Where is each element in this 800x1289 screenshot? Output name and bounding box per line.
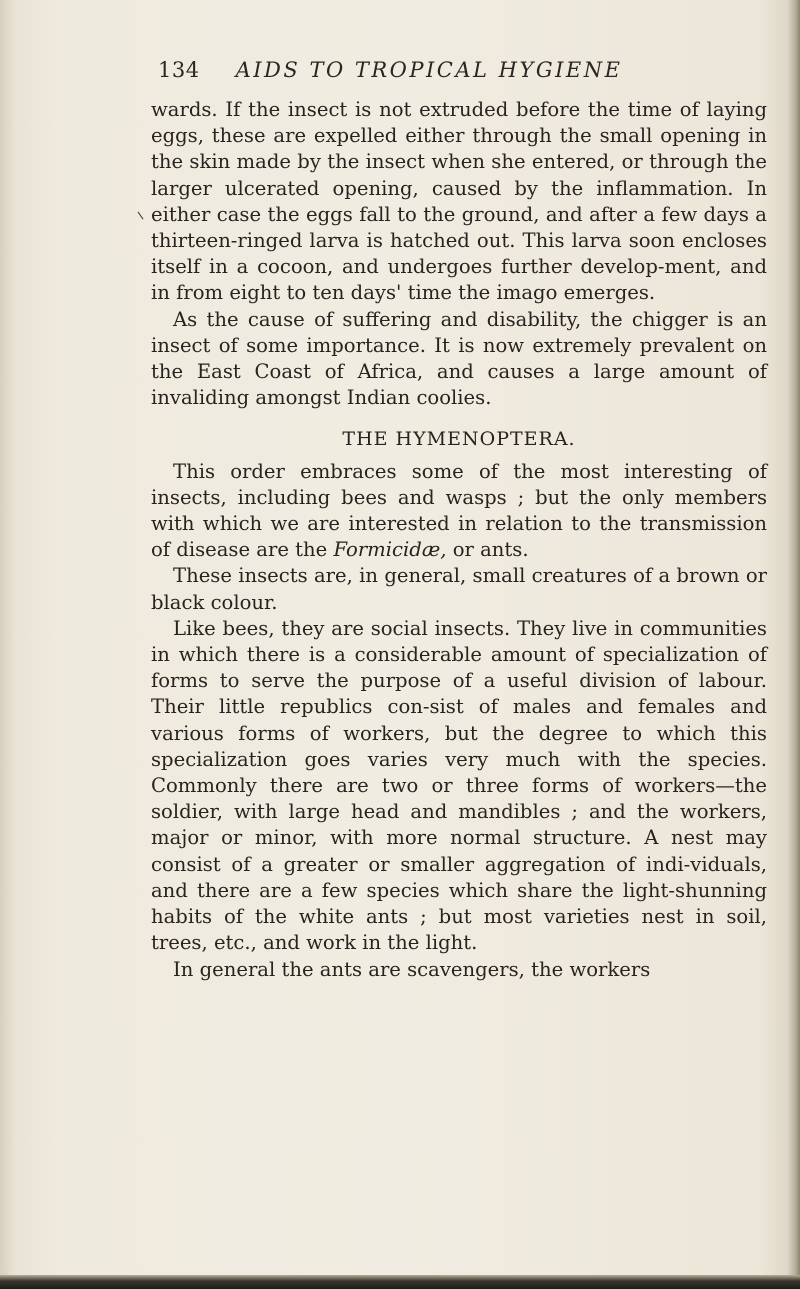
paragraph-continuation: wards. If the insect is not extruded before the time of laying eggs, these are expelled either through the small opening in the skin made by the insect when she entered, or through the larger ulcerated opening, caused by the inflammation. In either case the eggs fall to the ground, and after a few days a thirteen-ringed larva is hatched out. This larva soon encloses itself in a cocoon, and undergoes further develop-ment, and in from eight to ten days' time the imago emerges. xyxy=(151,98,767,305)
paragraph-hymenoptera xyxy=(151,459,767,564)
taxon-name: Formicidæ, xyxy=(333,538,447,562)
page-number: 134 xyxy=(158,58,200,82)
page-binding-shadow xyxy=(0,0,14,1289)
running-title: AIDS TO TROPICAL HYGIENE xyxy=(235,58,623,82)
body-text xyxy=(151,97,767,983)
paragraph-chigger: As the cause of suffering and disability, the chigger is an insect of some importance. It is now extremely prevalent on the East Coast of Africa, and causes a large amount of invaliding amongst Indian coolies. xyxy=(151,307,767,410)
page-bottom-edge xyxy=(0,1275,800,1289)
paragraph-ant-appearance: These insects are, in general, small creatures of a brown or black colour. xyxy=(151,564,767,614)
paragraph-scavengers: In general the ants are scavengers, the workers xyxy=(173,957,651,981)
paragraph-social-insects: Like bees, they are social insects. They live in communities in which there is a considerable amount of specialization of forms to serve the purpose of a useful division of labour. Their little republics con-sist of males and females and various forms of workers, but the degree to which this specialization goes varies very much with the species. Commonly there are two or three forms of workers—the soldier, with large head and mandibles ; and the workers, major or minor, with more normal structure. A nest may consist of a greater or smaller aggregation of indi-viduals, and there are a few species which share the light-shunning habits of the white ants ; but most varieties nest in soil, trees, etc., and work in the light. xyxy=(151,616,767,955)
running-head xyxy=(158,58,622,82)
section-heading: THE HYMENOPTERA. xyxy=(342,428,576,451)
paragraph-text: This order embraces some of the most interesting of insects, including bees and wasps ; but the only members with which we are interested in relation to the transmission of disease are the xyxy=(151,459,767,562)
paragraph-text: or ants. xyxy=(446,538,529,562)
page-right-edge xyxy=(786,0,800,1289)
margin-mark xyxy=(138,212,144,220)
